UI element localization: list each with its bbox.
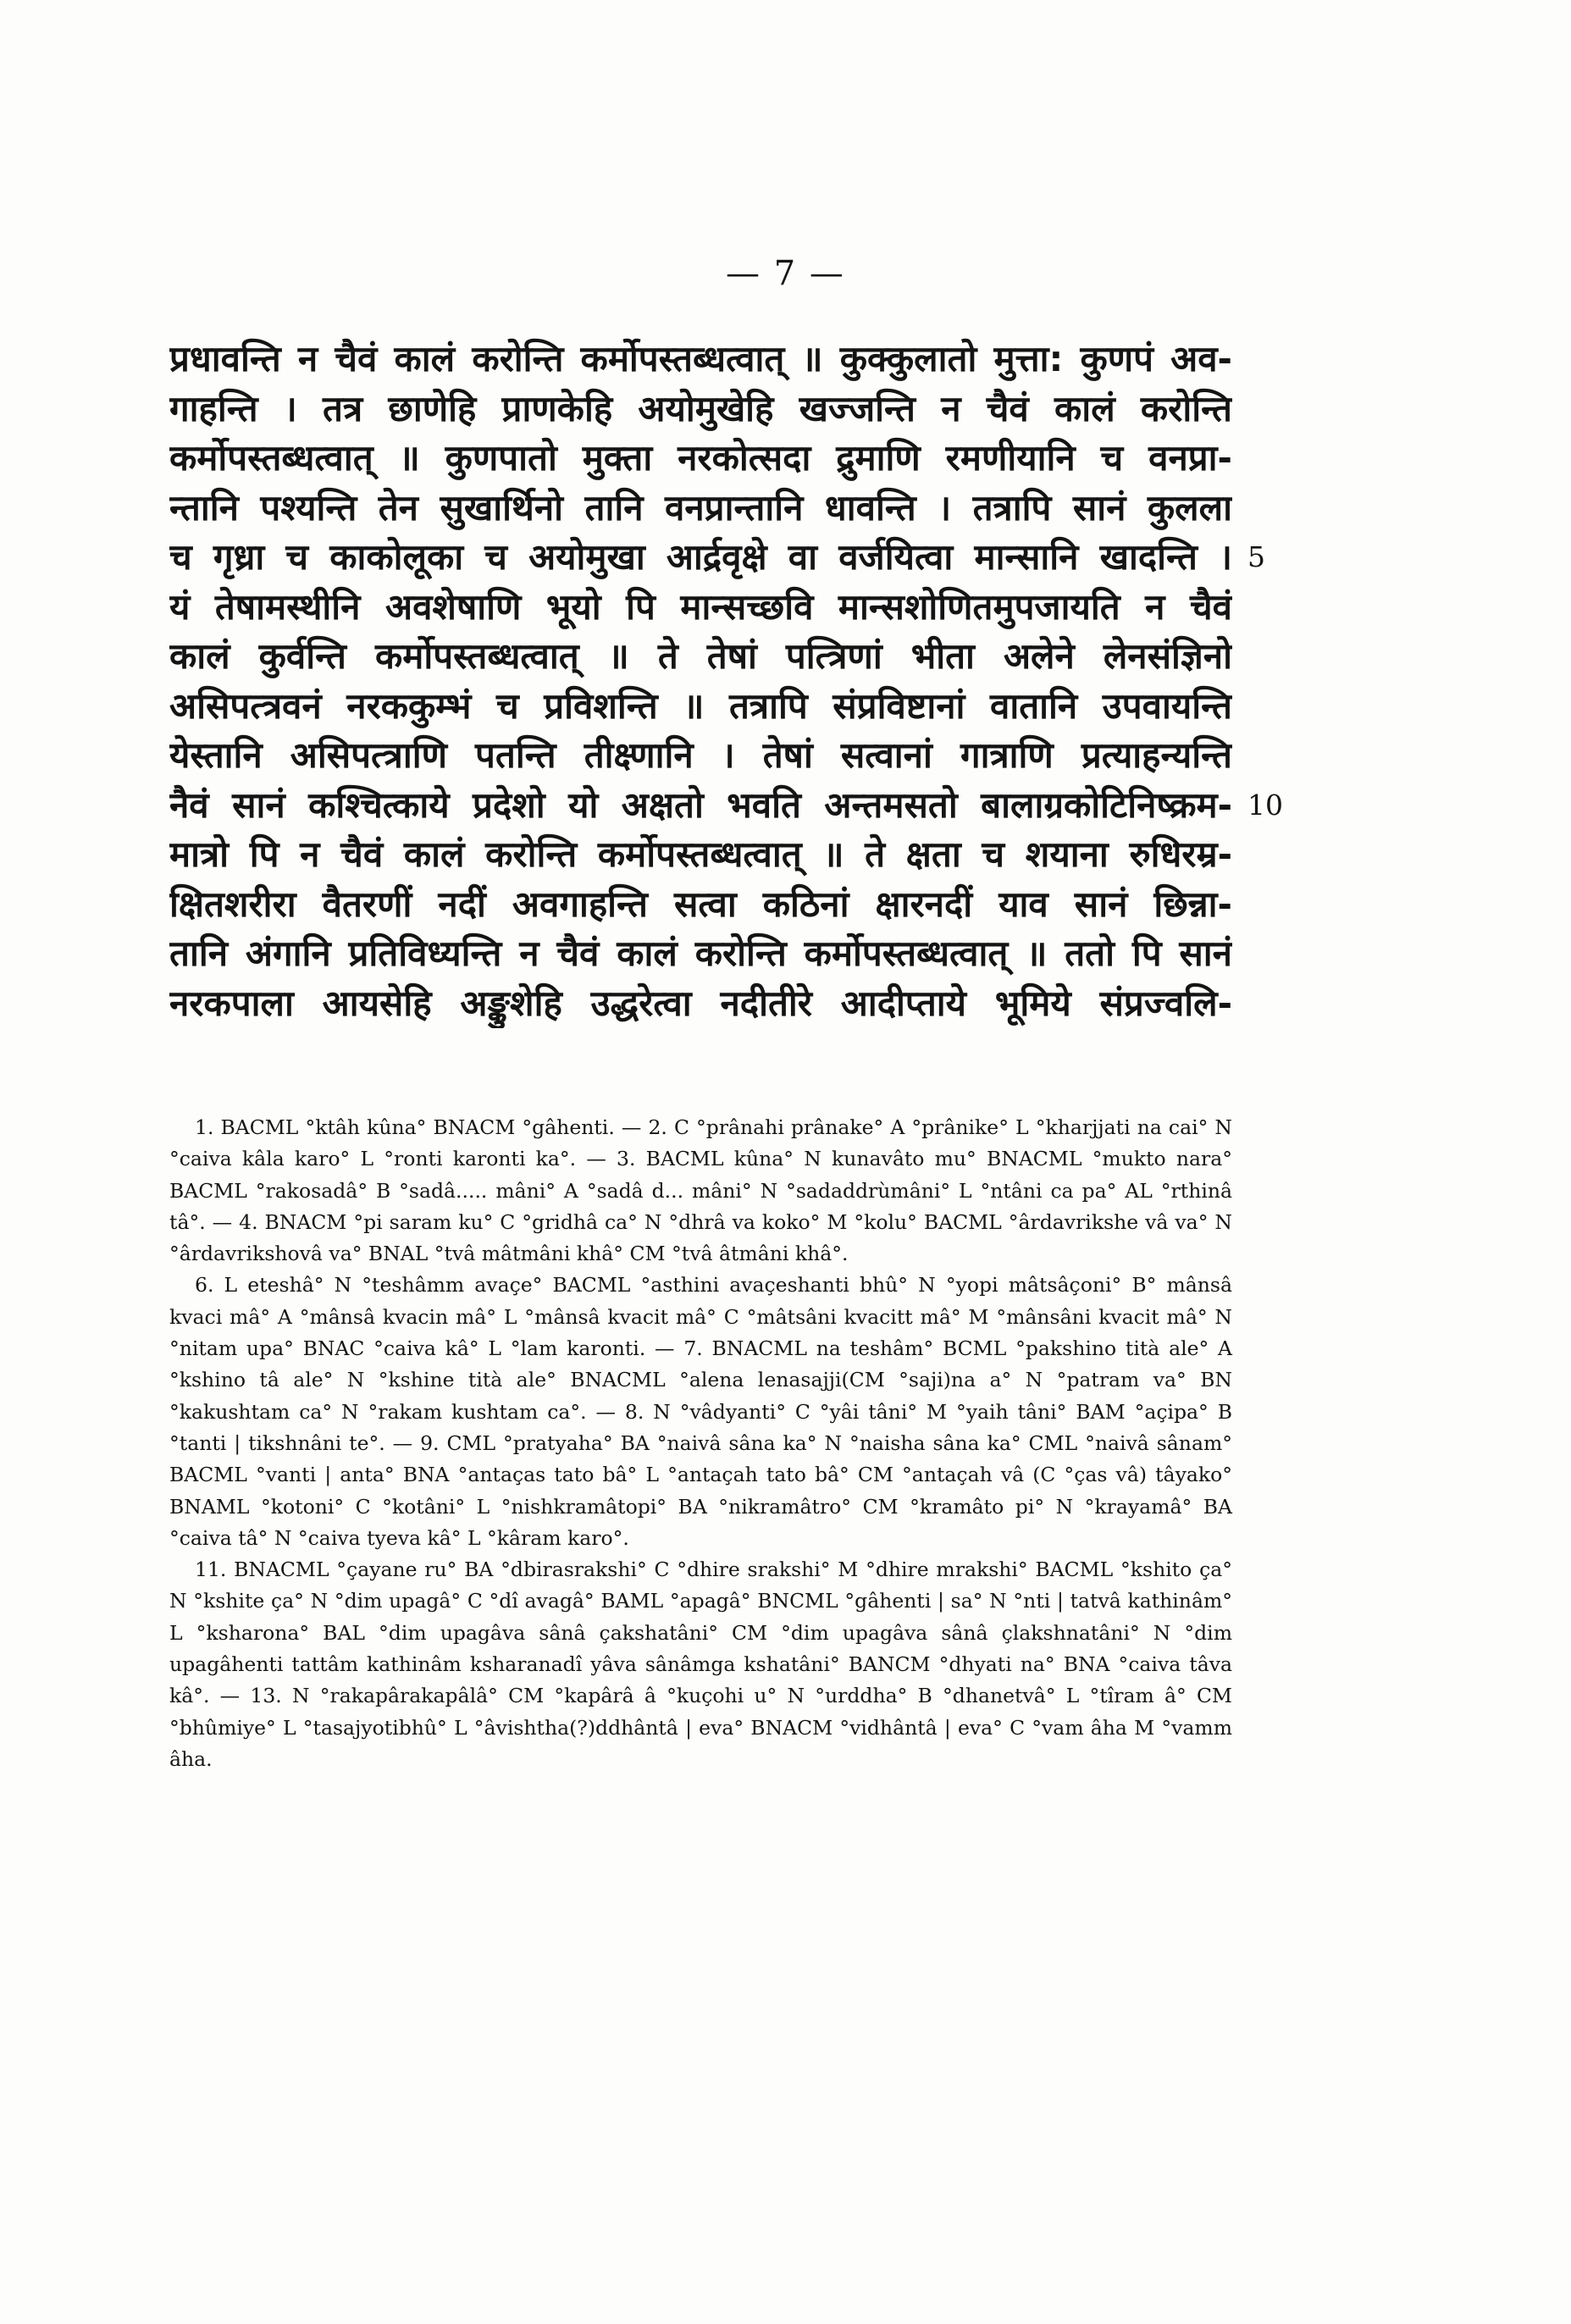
text-line-13: तानि अंगानि प्रतिविध्यन्ति न चैवं कालं करोन्ति कर्मोपस्तब्धत्वात् ॥ ततो पि सानं [169, 932, 1232, 974]
text-line-7: कालं कुर्वन्ति कर्मोपस्तब्धत्वात् ॥ ते तेषां पत्त्रिणां भीता अलेने लेनसंज्ञिनो [169, 635, 1232, 677]
text-line-5: च गृध्रा च काकोलूका च अयोमुखा आर्द्रवृक्षे वा वर्जयित्वा मान्सानि खादन्ति । [169, 536, 1232, 578]
text-line-10: नैवं सानं कश्चित्काये प्रदेशो यो अक्षतो भवति अन्तमसतो बालाग्रकोटिनिष्क्रम- [169, 783, 1232, 826]
text-line-1: प्रधावन्ति न चैवं कालं करोन्ति कर्मोपस्तब्धत्वात् ॥ कुक्कुलातो मुत्ता: कुणपं अव- [169, 338, 1232, 379]
footnote-paragraph: 1. BACML °ktâh kûna° BNACM °gâhenti. — 2. C °prânahi prânake° A °prânike° L °kharjjati na cai° N °caiva kâla karo° L °ronti karonti ka°. — 3. BACML kûna° N kunavâto mu° BNACML °mukto nara° BACML °rakosadâ° B °sadâ..... mâni° A °sadâ d... mâni° N °sadaddrùmâni° L °ntâni ca pa° AL °rthinâ tâ°. — 4. BNACM °pi saram ku° C °gridhâ ca° N °dhrâ va koko° M °kolu° BACML °ârdavrikshe vâ va° N °ârdavrikshovâ va° BNAL °tvâ mâtmâni khâ° CM °tvâ âtmâni khâ°. [169, 1115, 1232, 1266]
text-line-11: मात्रो पि न चैवं कालं करोन्ति कर्मोपस्तब्धत्वात् ॥ ते क्षता च शयाना रुधिरम्र- [169, 833, 1232, 875]
page-number: — 7 — [726, 254, 845, 293]
text-line-3: कर्मोपस्तब्धत्वात् ॥ कुणपातो मुक्ता नरकोत्सदा द्रुमाणि रमणीयानि च वनप्रा- [169, 437, 1232, 479]
line-number-5: 5 [1247, 540, 1265, 573]
line-number-10: 10 [1247, 788, 1283, 822]
text-line-4: न्तानि पश्यन्ति तेन सुखार्थिनो तानि वनप्रान्तानि धावन्ति । तत्रापि सानं कुलला [169, 486, 1232, 528]
text-line-6: यं तेषामस्थीनि अवशेषाणि भूयो पि मान्सच्छवि मान्सशोणितमुपजायति न चैवं [169, 585, 1232, 628]
footnote-paragraph: 6. L eteshâ° N °teshâmm avaçe° BACML °asthini avaçeshanti bhû° N °yopi mâtsâçoni° B° mânsâ kvaci mâ° A °mânsâ kvacin mâ° L °mânsâ kvacit mâ° C °mâtsâni kvacitt mâ° M °mânsâni kvacit mâ° N °nitam upa° BNAC °caiva kâ° L °lam karonti. — 7. BNACML na teshâm° BCML °pakshino tità ale° A °kshino tâ ale° N °kshine tità ale° BNACML °alena lenasajji(CM °saji)na a° N °patram va° BN °kakushtam ca° N °rakam kushtam ca°. — 8. N °vâdyanti° C °yâi tâni° M °yaih tâni° BAM °açipa° B °tanti | tikshnâni te°. — 9. CML °pratyaha° BA °naivâ sâna ka° N °naisha sâna ka° CML °naivâ sânam° BACML °vanti | anta° BNA °antaças tato bâ° L °antaçah tato bâ° CM °antaçah vâ (C °ças vâ) tâyako° BNAML °kotoni° C °kotâni° L °nishkramâtopi° BA °nikramâtro° CM °kramâto pi° N °krayamâ° BA °caiva tâ° N °caiva tyeva kâ° L °kâram karo°. [169, 1273, 1232, 1550]
main-text [169, 335, 1232, 1028]
footnotes [169, 1112, 1232, 1775]
text-line-8: असिपत्त्रवनं नरककुम्भं च प्रविशन्ति ॥ तत्रापि संप्रविष्टानां वातानि उपवायन्ति [169, 684, 1232, 727]
text-line-9: येस्तानि असिपत्त्राणि पतन्ति तीक्ष्णानि । तेषां सत्वानां गात्राणि प्रत्याहन्यन्ति [169, 734, 1232, 776]
text-line-14: नरकपाला आयसेहि अङ्कुशेहि उद्धरेत्वा नदीतीरे आदीप्ताये भूमिये संप्रज्वलि- [169, 982, 1232, 1024]
text-line-2: गाहन्ति । तत्र छाणेहि प्राणकेहि अयोमुखेहि खज्जन्ति न चैवं कालं करोन्ति [169, 387, 1232, 429]
footnote-paragraph: 11. BNACML °çayane ru° BA °dbirasrakshi° C °dhire srakshi° M °dhire mrakshi° BACML °kshito ça° N °kshite ça° N °dim upagâ° C °dî avagâ° BAML °apagâ° BNCML °gâhenti | sa° N °nti | tatvâ kathinâm° L °ksharona° BAL °dim upagâva sânâ çakshatâni° CM °dim upagâva sânâ çlakshnatâni° N °dim upagâhenti tattâm kathinâm ksharanadî yâva sânâmga kshatâni° BANCM °dhyati na° BNA °caiva tâva kâ°. — 13. N °rakapârakapâlâ° CM °kapârâ â °kuçohi u° N °urddha° B °dhanetvâ° L °tîram â° CM °bhûmiye° L °tasajyotibhû° L °âvishtha(?)ddhântâ | eva° BNACM °vidhântâ | eva° C °vam âha M °vamm âha. [169, 1558, 1232, 1771]
text-line-12: क्षितशरीरा वैतरणीं नदीं अवगाहन्ति सत्वा कठिनां क्षारनदीं याव सानं छिन्ना- [169, 883, 1232, 925]
